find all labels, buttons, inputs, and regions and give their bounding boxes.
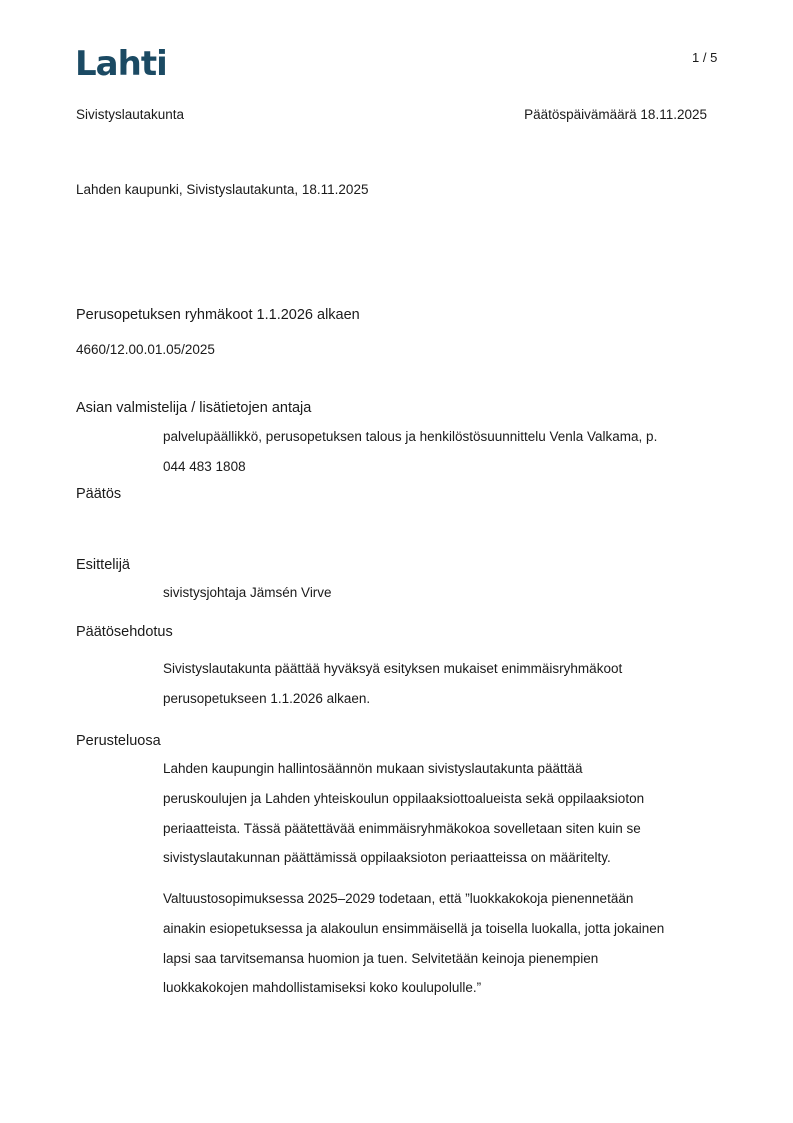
proposal-heading: Päätösehdotus [76, 624, 173, 640]
presenter-heading: Esittelijä [76, 557, 130, 573]
rationale-line: Lahden kaupungin hallintosäännön mukaan sivistyslautakunta päättää [163, 761, 583, 776]
presenter-block [163, 578, 723, 608]
preparer-heading: Asian valmistelija / lisätietojen antaja [76, 400, 312, 416]
page-number: 1 / 5 [692, 50, 718, 65]
preparer-block [163, 422, 723, 482]
decision-heading: Päätös [76, 486, 122, 502]
origin-line: Lahden kaupunki, Sivistyslautakunta, 18.11.2025 [76, 182, 369, 197]
rationale-line: peruskoulujen ja Lahden yhteiskoulun oppilaaksiottoalueista sekä oppilaaksioton [163, 790, 645, 806]
proposal-block [163, 654, 723, 714]
proposal-line: Sivistyslautakunta päättää hyväksyä esityksen mukaiset enimmäisryhmäkoot [163, 661, 623, 676]
rationale-paragraph-1 [163, 754, 723, 873]
preparer-line: palvelupäällikkö, perusopetuksen talous ja henkilöstösuunnittelu Venla Valkama, p. [163, 429, 658, 444]
rationale-line: periaatteista. Tässä päätettävää enimmäisryhmäkokoa sovelletaan siten kuin se [163, 820, 641, 836]
rationale-heading: Perusteluosa [76, 733, 161, 749]
rationale-line: Valtuustosopimuksessa 2025–2029 todetaan, että ”luokkakokoja pienennetään [163, 891, 634, 906]
decision-date: Päätöspäivämäärä 18.11.2025 [524, 107, 707, 122]
presenter-line: sivistysjohtaja Jämsén Virve [163, 585, 332, 600]
preparer-line: 044 483 1808 [163, 458, 246, 474]
rationale-line: sivistyslautakunnan päättämissä oppilaaksioton periaatteissa on määritelty. [163, 850, 611, 866]
rationale-paragraph-2 [163, 884, 723, 1003]
proposal-line: perusopetukseen 1.1.2026 alkaen. [163, 690, 371, 706]
board-name: Sivistyslautakunta [76, 107, 185, 122]
rationale-line: luokkakokojen mahdollistamiseksi koko koulupolulle.” [163, 980, 482, 996]
lahti-logo: Lahti [75, 44, 167, 84]
rationale-line: lapsi saa tarvitsemansa huomion ja tuen. Selvitetään keinoja pienempien [163, 950, 599, 966]
rationale-line: ainakin esiopetuksessa ja alakoulun ensimmäisellä ja toisella luokalla, jotta jokainen [163, 920, 665, 936]
document-title: Perusopetuksen ryhmäkoot 1.1.2026 alkaen [76, 307, 360, 323]
record-number: 4660/12.00.01.05/2025 [76, 342, 215, 357]
